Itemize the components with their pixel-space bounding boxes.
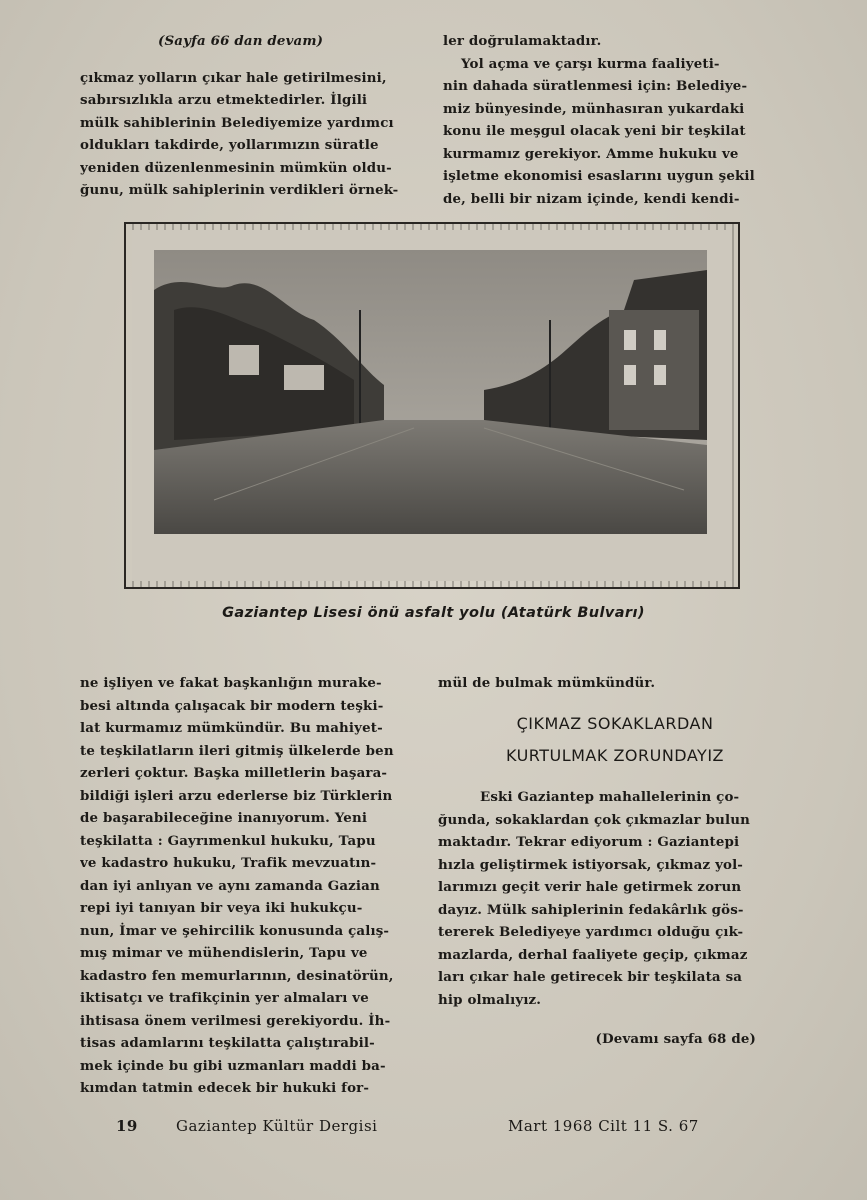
text-line: mülk sahiblerinin Belediyemize yardımcı <box>80 114 394 131</box>
text-line: ları çıkar hale getirecek bir teşkilata sa <box>438 969 743 985</box>
text-line: ler doğrulamaktadır. <box>443 33 602 49</box>
magazine-name: Gaziantep Kültür Dergisi <box>176 1117 378 1135</box>
text-line: kurmamız gerekiyor. Amme hukuku ve <box>443 145 739 162</box>
text-line: işletme ekonomisi esaslarını uygun şekil <box>443 168 755 184</box>
bottom-right-column-top <box>438 672 778 695</box>
text-line: kımdan tatmin edecek bir hukuki for- <box>80 1080 370 1096</box>
text-line: mül de bulmak mümkündür. <box>438 675 656 691</box>
street-photo <box>154 250 707 534</box>
text-line: tererek Belediyeye yardımcı olduğu çık- <box>438 924 744 940</box>
text-line: bildiği işleri arzu ederlerse biz Türklerin <box>80 787 393 804</box>
text-line: mazlarda, derhal faaliyete geçip, çıkmaz <box>438 946 748 963</box>
text-line: çıkmaz yolların çıkar hale getirilmesini, <box>80 69 387 86</box>
top-left-column <box>80 30 417 202</box>
text-line: de, belli bir nizam içinde, kendi kendi- <box>443 190 740 207</box>
continued-on-note: (Devamı sayfa 68 de) <box>595 1031 756 1047</box>
text-line: miz bünyesinde, münhasıran yukardaki <box>443 100 745 117</box>
text-line: ğunu, mülk sahiplerinin verdikleri örnek- <box>80 182 399 198</box>
bottom-right-column <box>438 786 778 1011</box>
section-heading-line1: ÇIKMAZ SOKAKLARDAN <box>516 714 714 733</box>
street-photo-image <box>154 250 707 534</box>
issue-info: Mart 1968 Cilt 11 S. 67 <box>508 1117 699 1135</box>
text-line: besi altında çalışacak bir modern teşki- <box>80 697 384 714</box>
top-right-column <box>443 30 781 210</box>
text-line: teşkilatta : Gayrımenkul hukuku, Tapu <box>80 832 376 849</box>
text-line: dan iyi anlıyan ve aynı zamanda Gazian <box>80 877 380 894</box>
text-line: oldukları takdirde, yollarımızın süratle <box>80 137 379 153</box>
text-line: ihtisasa önem verilmesi gerekiyordu. İh- <box>80 1012 391 1029</box>
text-line: de başarabileceğine inanıyorum. Yeni <box>80 810 368 826</box>
text-line: zerleri çoktur. Başka milletlerin başara- <box>80 765 388 781</box>
text-line: hip olmalıyız. <box>438 991 542 1008</box>
text-line: ve kadastro hukuku, Trafik mevzuatın- <box>80 855 377 871</box>
page-number: 19 <box>116 1117 138 1135</box>
text-line: hızla geliştirmek istiyorsak, çıkmaz yol- <box>438 856 744 873</box>
text-line: kadastro fen memurlarının, desinatörün, <box>80 967 394 984</box>
text-line: dayız. Mülk sahiplerinin fedakârlık gös- <box>438 901 744 918</box>
text-line: iktisatçı ve trafikçinin yer almaları ve <box>80 990 369 1006</box>
text-line: nin dahada süratlenmesi için: Belediye- <box>443 78 748 94</box>
bottom-left-column <box>80 672 417 1100</box>
text-line: sabırsızlıkla arzu etmektedirler. İlgili <box>80 92 368 108</box>
section-heading-line2: KURTULMAK ZORUNDAYIZ <box>506 746 724 765</box>
text-line: konu ile meşgul olacak yeni bir teşkilat <box>443 123 746 139</box>
text-line: ne işliyen ve fakat başkanlığın murake- <box>80 675 382 691</box>
text-line: mek içinde bu gibi uzmanları maddi ba- <box>80 1057 386 1074</box>
text-line: larımızı geçit verir hale getirmek zorun <box>438 879 742 895</box>
continued-from-note: (Sayfa 66 dan devam) <box>158 33 324 49</box>
continued-note-block <box>438 1028 756 1051</box>
text-line: Eski Gaziantep mahallelerinin ço- <box>480 789 740 805</box>
text-line: lat kurmamız mümkündür. Bu mahiyet- <box>80 720 383 736</box>
section-heading <box>455 710 775 770</box>
text-line: repi iyi tanıyan bir veya iki hukukçu- <box>80 900 363 916</box>
text-line: maktadır. Tekrar ediyorum : Gaziantepi <box>438 834 740 850</box>
photo-caption: Gaziantep Lisesi önü asfalt yolu (Atatürk Bulvarı) <box>222 605 645 621</box>
text-line: Yol açma ve çarşı kurma faaliyeti- <box>461 55 720 72</box>
text-line: ğunda, sokaklardan çok çıkmazlar bulun <box>438 811 750 828</box>
text-line: mış mimar ve mühendislerin, Tapu ve <box>80 945 368 961</box>
text-line: te teşkilatların ileri gitmiş ülkelerde ben <box>80 742 394 759</box>
text-line: nun, İmar ve şehircilik konusunda çalış- <box>80 922 390 939</box>
text-line: tisas adamlarını teşkilatta çalıştırabil- <box>80 1035 375 1051</box>
text-line: yeniden düzenlenmesinin mümkün oldu- <box>80 159 392 176</box>
